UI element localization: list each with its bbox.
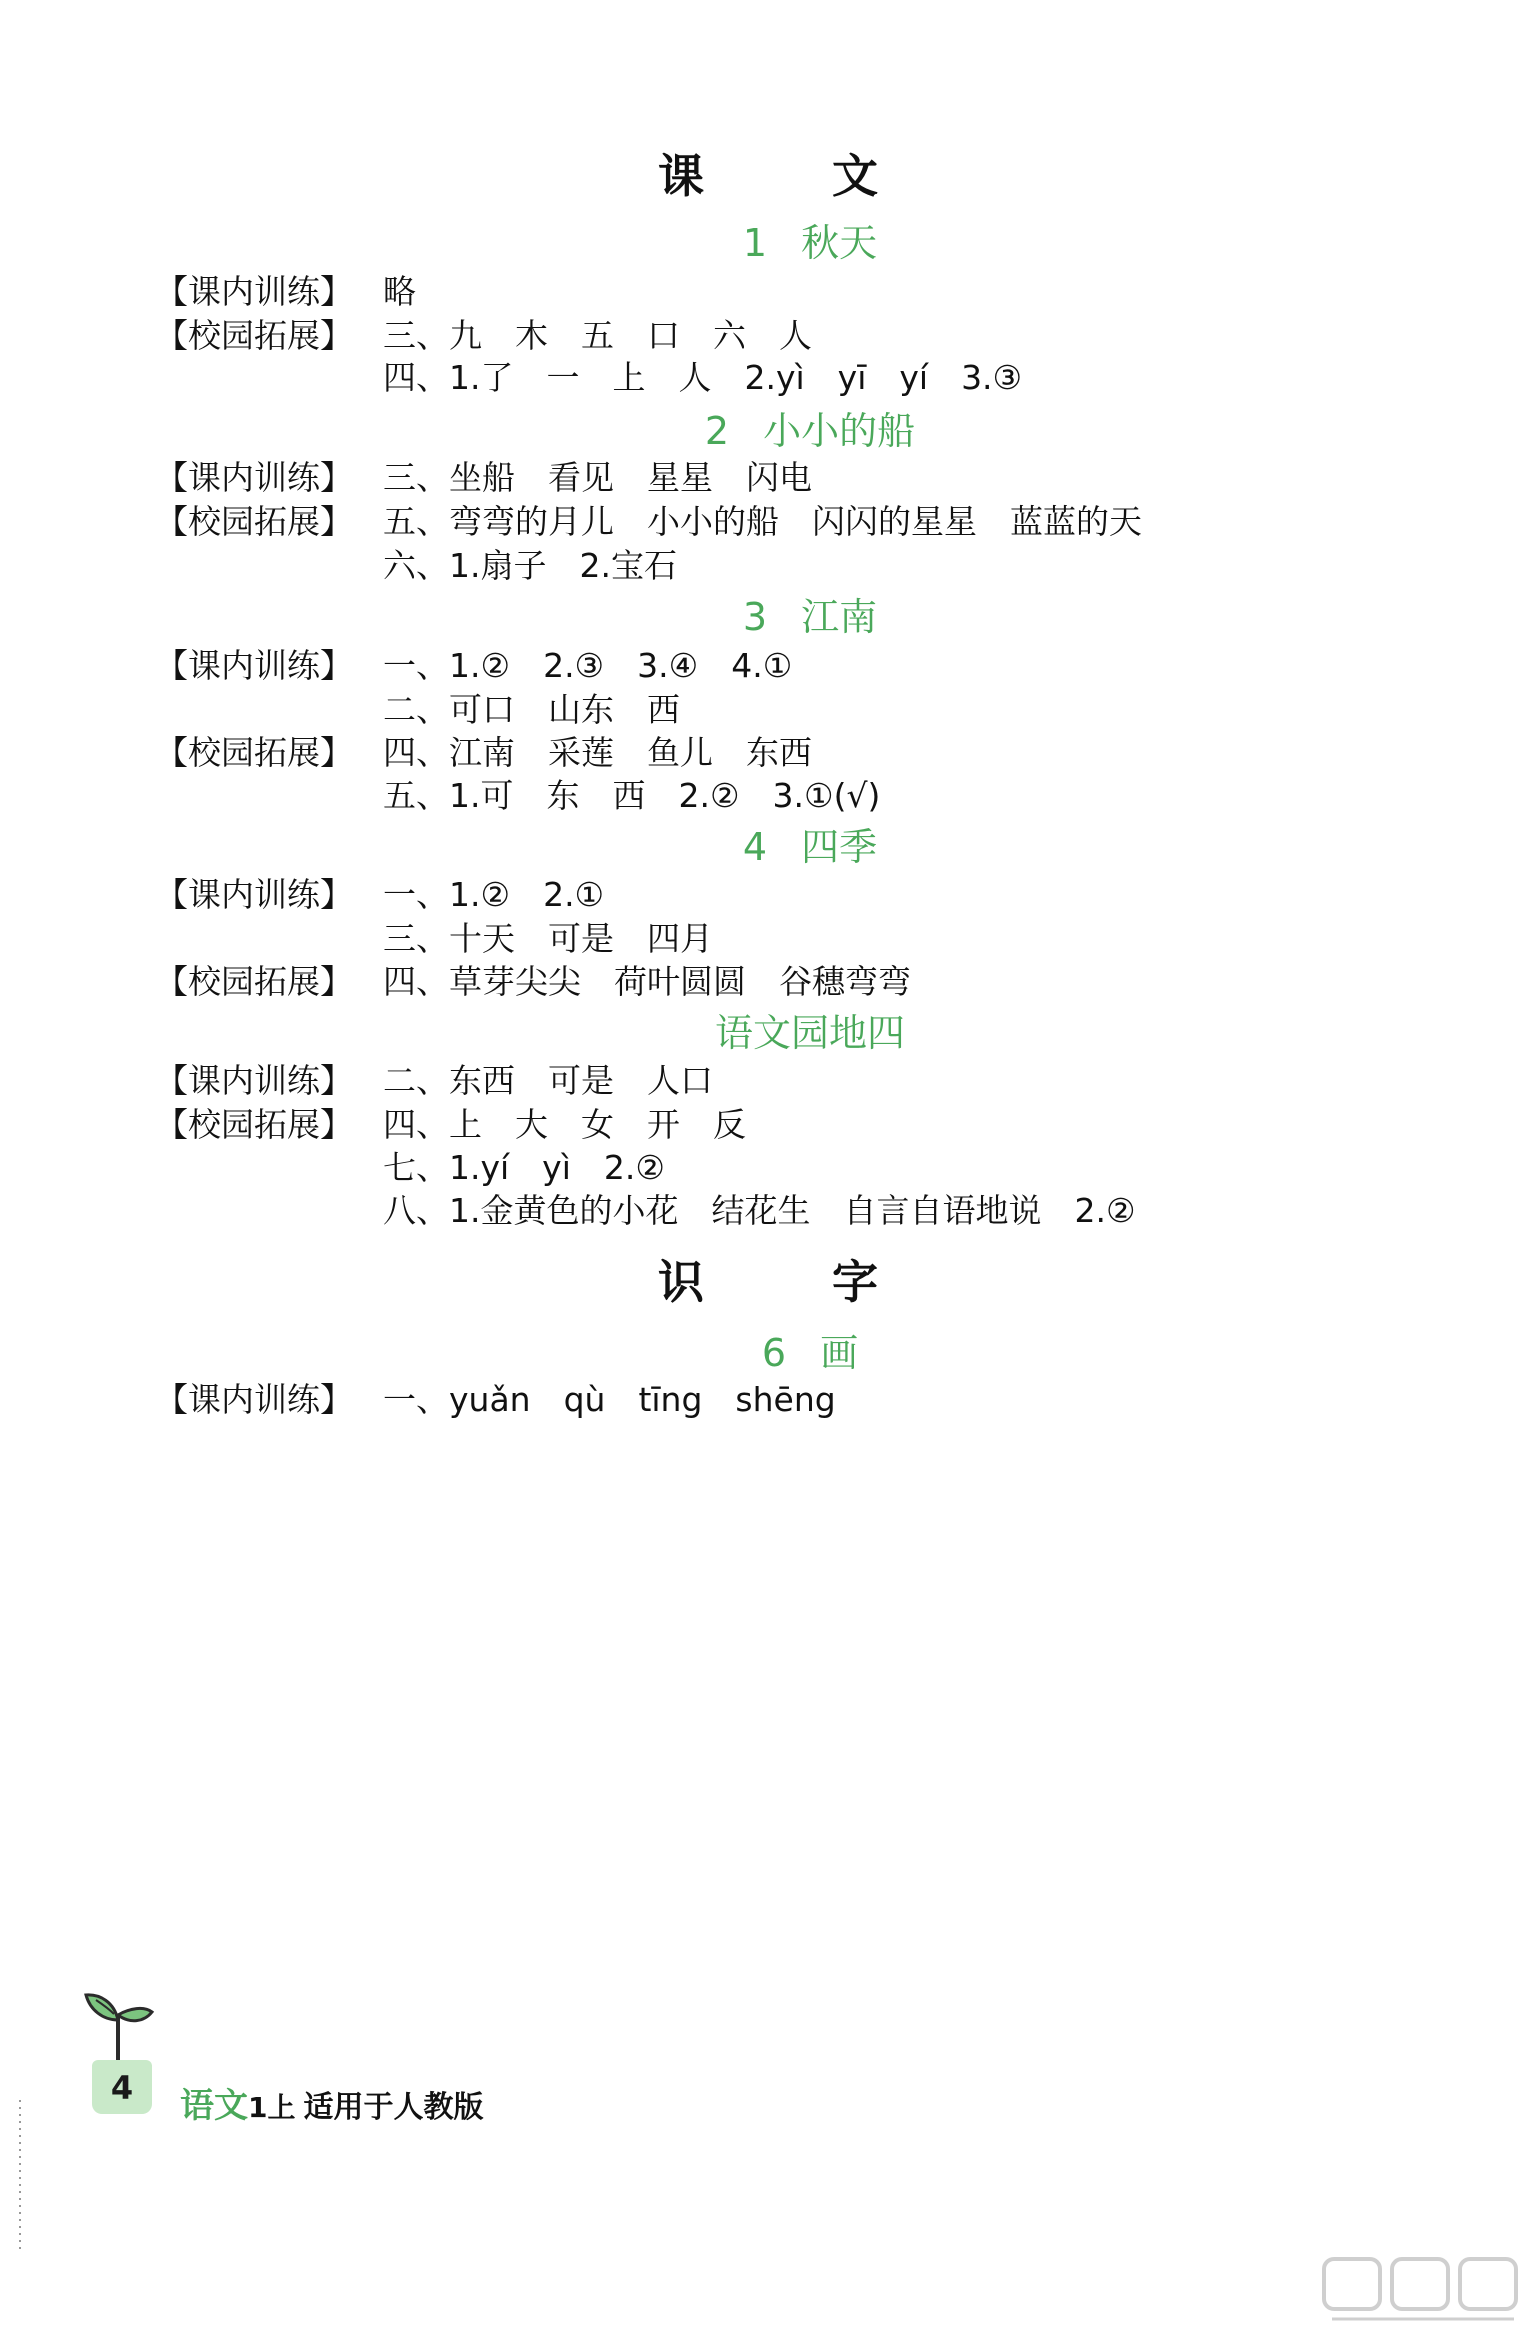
row-label: 【课内训练】: [155, 875, 353, 914]
row-label: 【课内训练】: [155, 1061, 353, 1100]
sprout-icon: [78, 1960, 158, 2070]
lesson-number: 4: [742, 825, 768, 869]
section-title-kewen: 课 文: [657, 149, 934, 203]
answer-line: 三、坐船 看见 星星 闪电: [383, 458, 812, 497]
lesson-number: 6: [761, 1331, 787, 1375]
footer-subject: 语文: [180, 2086, 248, 2126]
answer-line: 四、上 大 女 开 反: [383, 1105, 746, 1144]
row-label: 【课内训练】: [155, 272, 353, 311]
answer-line: 三、十天 可是 四月: [383, 919, 713, 958]
lesson-number: 2: [704, 409, 730, 453]
answer-line: 二、东西 可是 人口: [383, 1061, 713, 1100]
footer-book-info: [180, 2078, 483, 2127]
answer-line: 一、1.② 2.①: [383, 875, 605, 914]
lesson-title: [0, 212, 1536, 267]
page-number: 4: [92, 2060, 152, 2114]
answer-line: 四、草芽尖尖 荷叶圆圆 谷穗弯弯: [383, 962, 911, 1001]
margin-dots-decoration: [18, 2100, 22, 2250]
answer-line: 一、yuǎn qù tīng shēng: [383, 1380, 836, 1419]
lesson-name: 小小的船: [763, 409, 916, 453]
section-title-shizi: 识 字: [657, 1255, 934, 1309]
answer-line: 八、1.金黄色的小花 结花生 自言自语地说 2.②: [383, 1191, 1136, 1230]
lesson-title: [0, 400, 1536, 455]
row-label: 【校园拓展】: [155, 316, 353, 355]
lesson-name: 语文园地四: [714, 1011, 905, 1055]
answer-line: 三、九 木 五 口 六 人: [383, 316, 812, 355]
lesson-title: [0, 1322, 1536, 1377]
lesson-name: 四季: [801, 825, 878, 869]
lesson-number: 1: [742, 221, 768, 265]
row-label: 【校园拓展】: [155, 1105, 353, 1144]
lesson-name: 画: [820, 1331, 859, 1375]
answer-line: 略: [383, 272, 416, 311]
footer-grade: 1上: [248, 2091, 296, 2124]
row-label: 【课内训练】: [155, 646, 353, 685]
row-label: 【校园拓展】: [155, 502, 353, 541]
answer-line: 七、1.yí yì 2.②: [383, 1148, 665, 1187]
row-label: 【课内训练】: [155, 1380, 353, 1419]
answer-line: 六、1.扇子 2.宝石: [383, 546, 677, 585]
lesson-name: 江南: [801, 595, 878, 639]
row-label: 【课内训练】: [155, 458, 353, 497]
lesson-number: 3: [742, 595, 768, 639]
answer-line: 四、江南 采莲 鱼儿 东西: [383, 733, 812, 772]
row-label: 【校园拓展】: [155, 733, 353, 772]
lesson-title: [0, 1002, 1536, 1057]
lesson-title: [0, 586, 1536, 641]
footer-edition: 适用于人教版: [303, 2090, 484, 2125]
watermark-logo-icon: [1322, 2255, 1522, 2325]
answer-line: 一、1.② 2.③ 3.④ 4.①: [383, 646, 793, 685]
answer-line: 五、弯弯的月儿 小小的船 闪闪的星星 蓝蓝的天: [383, 502, 1142, 541]
answer-line: 二、可口 山东 西: [383, 690, 680, 729]
lesson-name: 秋天: [801, 221, 878, 265]
answer-line: 四、1.了 一 上 人 2.yì yī yí 3.③: [383, 358, 1023, 397]
lesson-title: [0, 816, 1536, 871]
row-label: 【校园拓展】: [155, 962, 353, 1001]
answer-line: 五、1.可 东 西 2.② 3.①(√): [383, 776, 881, 815]
